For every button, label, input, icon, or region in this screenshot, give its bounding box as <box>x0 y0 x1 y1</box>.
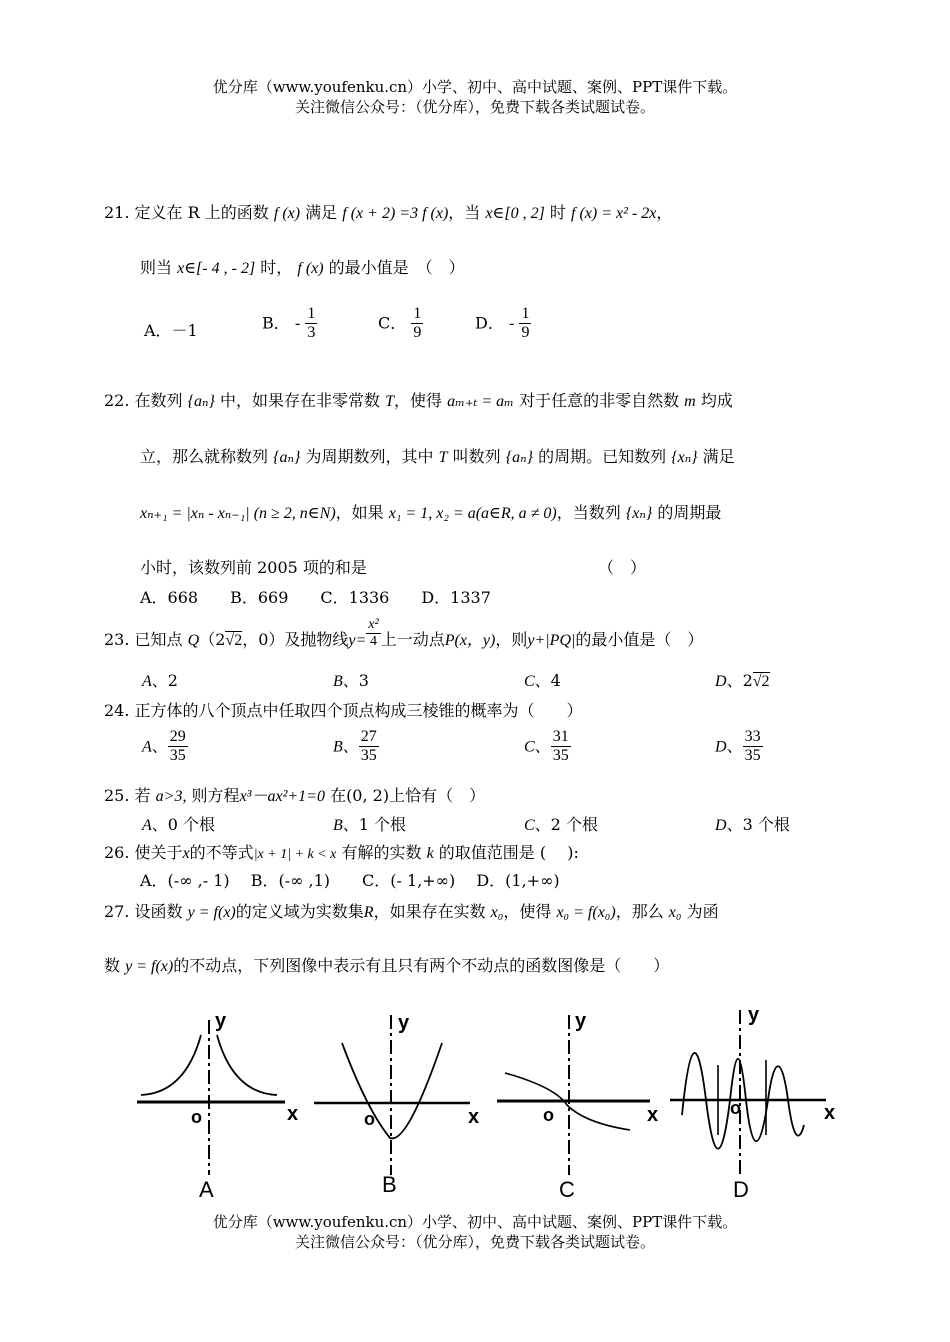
numerator: 29 <box>168 728 188 747</box>
x-label: x <box>287 1103 299 1125</box>
q21-text: ，当 <box>448 203 481 222</box>
numerator: 1 <box>519 305 531 324</box>
sqrt-value: 2 <box>234 632 243 649</box>
q23-number: 23. <box>104 630 130 649</box>
fraction <box>366 617 380 650</box>
separator: 、 <box>726 736 743 756</box>
q24-option-a <box>142 728 188 766</box>
option-text: 、1 个根 <box>342 815 407 834</box>
denominator: 9 <box>521 324 530 342</box>
q21-option-d <box>475 305 531 343</box>
q21-option-c <box>378 305 423 343</box>
option-label: D． <box>475 313 504 333</box>
option-label: C． <box>378 313 407 333</box>
q22-text: 立，那么就称数列 <box>140 447 269 466</box>
q23-line: 23. 已知点 Q（2√2，0）及抛物线y= $\frac{\text{x²}}{4}$ 上一动点P(x，y)，则y+|PQ|的最小值是（ ） <box>104 616 704 649</box>
q21-line-1 <box>104 200 672 223</box>
q25-option-b <box>333 812 406 835</box>
option-label: B． <box>262 313 290 333</box>
q22-line-1 <box>104 388 733 411</box>
y-label: y <box>748 1005 760 1026</box>
q22-text: ，如果 <box>335 503 384 522</box>
graph-a <box>135 1005 310 1205</box>
numerator: 27 <box>359 728 379 747</box>
seq-a: {aₙ} <box>187 393 215 410</box>
q22-text: 的周期最 <box>657 503 722 522</box>
seq-x: {xₙ} <box>671 449 698 466</box>
option-label: C <box>524 817 535 834</box>
var-x0: x₀ <box>490 904 504 921</box>
option-text: 、3 <box>342 671 369 690</box>
q23-text: 已知点 <box>134 630 183 649</box>
seq-a: {aₙ} <box>273 449 301 466</box>
q27-text: ，那么 <box>615 902 664 921</box>
q23-text: （2 <box>199 630 226 649</box>
point-p: P(x，y) <box>444 632 496 649</box>
origin-label: o <box>191 1107 202 1127</box>
q22-text: 为周期数列，其中 <box>305 447 434 466</box>
q25-option-a <box>142 812 215 835</box>
q25-condition: a>3, <box>155 788 187 805</box>
q21-text: 的最小值是 （ ） <box>328 258 465 277</box>
q27-text: 设函数 <box>134 902 183 921</box>
q25-text: 若 <box>134 786 151 805</box>
q26-line <box>104 840 579 863</box>
q27-text: 的定义域为实数集 <box>235 902 364 921</box>
q21-fx: f (x) <box>273 205 301 222</box>
curve-left <box>141 1035 201 1095</box>
q21-text: 定义在 R 上的函数 <box>134 203 269 222</box>
q27-fixed-point-eq: x₀ = f(x₀) <box>556 904 616 921</box>
sqrt-value: 2 <box>761 673 770 690</box>
numerator: 1 <box>411 305 423 324</box>
option-text: 、2 个根 <box>534 815 598 834</box>
option-label: A <box>142 673 152 690</box>
q22-text: 对于任意的非零自然数 <box>519 391 680 410</box>
q23-text: ，则 <box>495 630 528 649</box>
q25-option-c <box>524 812 598 835</box>
q27-text: ，使得 <box>503 902 552 921</box>
q22-text: 在数列 <box>134 391 183 410</box>
q24-option-c <box>524 728 571 766</box>
q21-text: 时， <box>260 258 293 277</box>
footer-line-2: 关注微信公众号：（优分库），免费下载各类试题试卷。 <box>294 1233 655 1251</box>
q23-text: ，0）及抛物线 <box>242 630 349 649</box>
denominator: 4 <box>369 634 377 649</box>
q24-option-b <box>333 728 379 766</box>
fraction <box>305 305 317 343</box>
fraction <box>743 728 763 766</box>
fraction <box>551 728 571 766</box>
denominator: 35 <box>360 747 377 765</box>
q26-text: 的不等式 <box>189 843 254 862</box>
q23-expr: y+|PQ| <box>527 632 576 649</box>
q22-text: 均成 <box>700 391 733 410</box>
origin-label: o <box>543 1105 554 1125</box>
q21-text: ， <box>656 203 673 222</box>
q23-option-d: D、2√2 <box>715 671 770 690</box>
header-line-1: 优分库（www.youfenku.cn）小学、初中、高中试题、案例、PPT课件下载。 <box>212 78 738 96</box>
option-text: 、0 个根 <box>151 815 216 834</box>
q26-options: A．(-∞ ,- 1) B．(-∞ ,1) C．(- 1,+∞) D．(1,+∞) <box>140 871 560 890</box>
denominator: 35 <box>169 747 186 765</box>
fraction <box>519 305 531 343</box>
graph-label-b: B <box>382 1172 397 1197</box>
period-t: T <box>438 449 448 466</box>
q21-interval: x∈[0 , 2] <box>485 205 545 222</box>
q26-text: 使关于 <box>134 843 183 862</box>
y-label: y <box>575 1010 587 1032</box>
var-k: k <box>426 845 434 862</box>
set-r: R <box>363 904 374 921</box>
q21-line-2 <box>140 255 465 278</box>
option-label: C <box>524 673 535 690</box>
q27-function: y = f(x) <box>125 958 174 975</box>
origin-label: o <box>730 1098 741 1118</box>
q23-text: 上一动点 <box>380 630 445 649</box>
footer-line-1: 优分库（www.youfenku.cn）小学、初中、高中试题、案例、PPT课件下载。 <box>212 1213 738 1231</box>
q21-text: 则当 <box>140 258 173 277</box>
q21-text: 满足 <box>305 203 338 222</box>
period-t: T <box>385 393 395 410</box>
fraction <box>168 728 188 766</box>
denominator: 9 <box>413 324 422 342</box>
option-label: D <box>715 673 727 690</box>
denominator: 3 <box>307 324 316 342</box>
x-label: x <box>647 1104 659 1126</box>
minus-sign: - <box>294 313 301 333</box>
y-label: y <box>215 1010 227 1032</box>
x-label: x <box>824 1102 836 1124</box>
option-label: C <box>524 738 535 756</box>
q21-definition: f (x) = x² - 2x <box>571 205 657 222</box>
q25-number: 25. <box>104 786 130 805</box>
origin-label: o <box>364 1109 375 1129</box>
numerator: 1 <box>305 305 317 324</box>
x-label: x <box>468 1106 480 1128</box>
q21-interval-2: x∈[- 4 , - 2] <box>177 260 256 277</box>
q22-text: 中，如果存在非零常数 <box>220 391 381 410</box>
q27-text: ，如果存在实数 <box>373 902 486 921</box>
q22-line-2 <box>140 444 735 467</box>
point-q: Q <box>187 632 200 649</box>
q24-text: 正方体的八个顶点中任取四个顶点构成三棱锥的概率为（ ） <box>134 701 583 720</box>
fraction <box>411 305 423 343</box>
graph-b <box>312 1005 492 1205</box>
var-x0: x₀ <box>668 904 682 921</box>
numerator: 33 <box>743 728 763 747</box>
option-text: 、4 <box>534 671 561 690</box>
header-line-2: 关注微信公众号：（优分库），免费下载各类试题试卷。 <box>294 98 655 116</box>
graph-label-a: A <box>199 1177 214 1202</box>
var-x: x <box>182 845 190 862</box>
q26-number: 26. <box>104 843 130 862</box>
q27-text: 的不动点，下列图像中表示有且只有两个不动点的函数图像是（ ） <box>173 956 670 975</box>
q24-option-d <box>715 728 763 766</box>
fraction <box>359 728 379 766</box>
q23-option-b <box>333 668 369 691</box>
option-label: A <box>142 738 152 756</box>
q21-option-b <box>262 305 317 343</box>
q25-option-d <box>715 812 790 835</box>
q27-text: 数 <box>104 956 121 975</box>
q22-text: 满足 <box>702 447 735 466</box>
separator: 、 <box>342 736 359 756</box>
q22-text: 叫数列 <box>452 447 501 466</box>
q25-line <box>104 783 485 806</box>
option-label: B <box>333 817 343 834</box>
q24-number: 24. <box>104 701 130 720</box>
var-y: y= <box>348 632 367 649</box>
q23-text: 的最小值是（ ） <box>575 630 704 649</box>
option-label: D <box>715 817 727 834</box>
graph-label-d: D <box>733 1177 749 1202</box>
q21-text: 时 <box>549 203 566 222</box>
q21-number: 21. <box>104 203 130 222</box>
option-label: B <box>333 738 343 756</box>
option-text: 、2 <box>726 671 753 690</box>
q27-line-2 <box>104 953 669 976</box>
q27-line-1 <box>104 899 719 922</box>
q21-fx-2: f (x) <box>297 260 324 277</box>
q22-text: 的周期。已知数列 <box>538 447 667 466</box>
option-text: 、2 <box>151 671 178 690</box>
separator: 、 <box>151 736 168 756</box>
numerator: x² <box>366 617 380 634</box>
q23-option-c <box>524 668 561 691</box>
q23-option-a <box>142 668 178 691</box>
q21-functional-eq: f (x + 2) =3 f (x) <box>342 205 449 222</box>
q22-text: ，当数列 <box>556 503 621 522</box>
option-text: 、3 个根 <box>726 815 790 834</box>
q25-equation: x³－ax²+1=0 <box>239 788 325 805</box>
numerator: 31 <box>551 728 571 747</box>
q26-text: 的取值范围是 ( ): <box>438 843 579 862</box>
graph-d <box>668 1005 848 1205</box>
option-label: B <box>333 673 343 690</box>
q22-text: ，使得 <box>394 391 443 410</box>
option-label: A <box>142 817 152 834</box>
option-label: D <box>715 738 727 756</box>
separator: 、 <box>534 736 551 756</box>
q26-inequality: |x + 1| + k < x <box>253 847 337 862</box>
q22-recurrence: xₙ₊₁ = |xₙ - xₙ₋₁| (n ≥ 2, n∈N) <box>140 505 336 522</box>
graph-label-c: C <box>559 1177 575 1202</box>
y-label: y <box>398 1012 410 1034</box>
var-m: m <box>684 393 696 410</box>
seq-a: {aₙ} <box>505 449 533 466</box>
graph-c <box>495 1005 670 1205</box>
denominator: 35 <box>552 747 569 765</box>
q22-line-3 <box>140 500 721 523</box>
q24-line <box>104 698 583 721</box>
minus-sign: - <box>508 313 515 333</box>
q22-line-4: 小时，该数列前 2005 项的和是 <box>140 558 367 577</box>
q25-text: 则方程 <box>191 786 240 805</box>
q27-number: 27. <box>104 902 130 921</box>
q22-options: A．668 B．669 C．1336 D．1337 <box>140 588 491 607</box>
q22-period-eq: aₘ₊ₜ = aₘ <box>447 393 514 410</box>
seq-x: {xₙ} <box>625 505 653 522</box>
denominator: 35 <box>744 747 761 765</box>
q21-option-a: A．－1 <box>144 321 198 340</box>
q22-paren: （ ） <box>598 558 647 577</box>
q27-text: 为函 <box>686 902 719 921</box>
q25-text: 在(0, 2)上恰有（ ） <box>330 786 486 805</box>
q22-initial: x₁ = 1, x₂ = a(a∈R, a ≠ 0) <box>388 505 557 522</box>
q26-text: 有解的实数 <box>341 843 422 862</box>
q27-function: y = f(x) <box>187 904 236 921</box>
curve-right <box>217 1035 277 1095</box>
q22-number: 22. <box>104 391 130 410</box>
